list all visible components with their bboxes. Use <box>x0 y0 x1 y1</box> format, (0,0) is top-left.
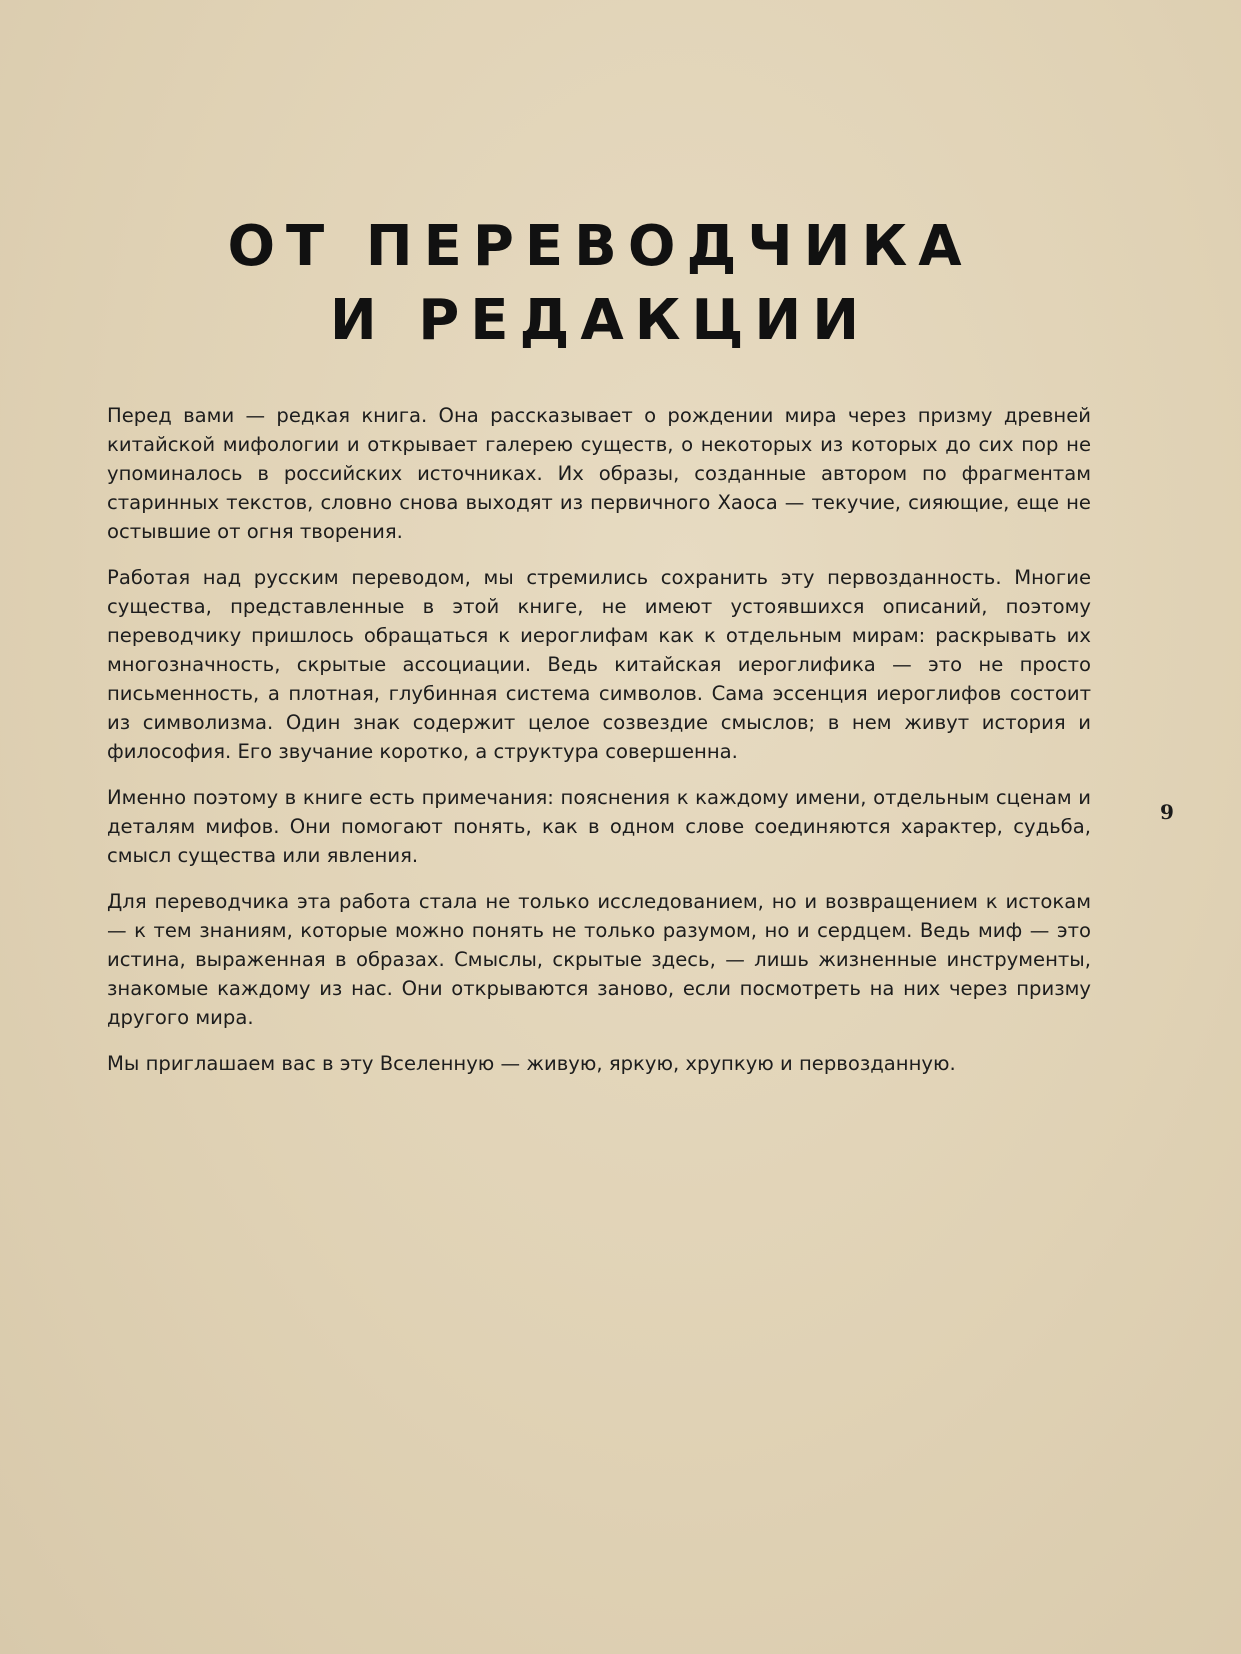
page-title-line-2: И РЕДАКЦИИ <box>329 288 871 353</box>
page-title-line-1: ОТ ПЕРЕВОДЧИКА <box>227 214 973 279</box>
page-number: 9 <box>1160 800 1174 824</box>
body-text <box>107 401 1091 1095</box>
paragraph-3: Именно поэтому в книге есть примечания: пояснения к каждому имени, отдельным сценам и деталям мифов. Они помогают понять, как в одном слове соединяются характер, судьба, смысл существа или явления. <box>107 786 1091 867</box>
paragraph-1: Перед вами — редкая книга. Она рассказывает о рождении мира через призму древней китайской мифологии и открывает галерею существ, о некоторых из которых до сих пор не упоминалось в российских источниках. Их образы, созданные автором по фрагментам старинных текстов, словно снова выходят из первичного Хаоса — текучие, сияющие, еще не остывшие от огня творения. <box>107 404 1091 543</box>
paragraph-4: Для переводчика эта работа стала не только исследованием, но и возвращением к истокам — к тем знаниям, которые можно понять не только разумом, но и сердцем. Ведь миф — это истина, выраженная в образах. Смыслы, скрытые здесь, — лишь жизненные инструменты, знакомые каждому из нас. Они открываются заново, если посмотреть на них через призму другого мира. <box>107 890 1091 1029</box>
page-title <box>0 210 1200 358</box>
paragraph-2: Работая над русским переводом, мы стремились сохранить эту первозданность. Многие существа, представленные в этой книге, не имеют устоявшихся описаний, поэтому переводчику пришлось обращаться к иероглифам как к отдельным мирам: раскрывать их многозначность, скрытые ассоциации. Ведь китайская иероглифика — это не просто письменность, а плотная, глубинная система символов. Сама эссенция иероглифов состоит из символизма. Один знак содержит целое созвездие смыслов; в нем живут история и философия. Его звучание коротко, а структура совершенна. <box>107 566 1091 763</box>
paragraph-5: Мы приглашаем вас в эту Вселенную — живую, яркую, хрупкую и первозданную. <box>107 1052 956 1075</box>
